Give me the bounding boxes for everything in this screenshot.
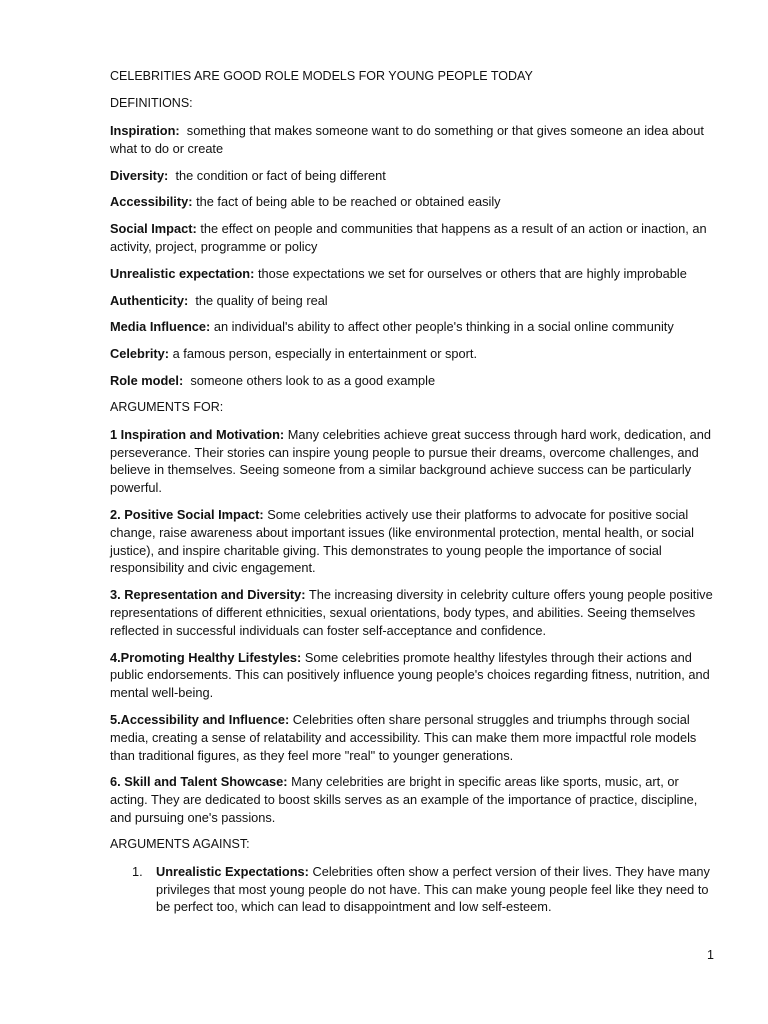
definition-text: someone others look to as a good example [190,372,436,388]
definition-text: those expectations we set for ourselves or others that are highly improbable [257,265,687,281]
argument-for-item [110,506,714,577]
argument-title: 6. Skill and Talent Showcase: [110,774,288,790]
definition-text: the quality of being real [195,292,328,308]
definition-text: an individual's ability to affect other people's thinking in a social online community [213,319,674,335]
definition-text: something that makes someone want to do something or that gives someone an idea about what to do or create [110,123,704,156]
definition-item [110,193,714,211]
definition-term: Inspiration: [110,123,180,138]
argument-text: Many celebrities achieve great success through hard work, dedication, and perseverance. Their stories can inspire young people to pursue their dreams, overcome challenges, and believe in themselves. Seeing someone from a similar background achieve success can be particularly powerful. [110,426,711,496]
argument-title: 2. Positive Social Impact: [110,506,264,522]
argument-for-item [110,586,714,639]
arguments-for-heading: ARGUMENTS FOR: [110,399,224,414]
argument-text: Celebrities often share personal struggles and triumphs through social media, creating a sense of relatability and accessibility. This can make them more impactful role models than traditional figures, as they feel more "real" to younger generations. [110,711,697,763]
argument-title: 1 Inspiration and Motivation: [110,426,285,442]
document-title: CELEBRITIES ARE GOOD ROLE MODELS FOR YOUNG PEOPLE TODAY [110,69,533,83]
arguments-for-list [110,426,714,827]
definition-text: the fact of being able to be reached or obtained easily [196,194,501,210]
argument-text: Celebrities often show a perfect version of their lives. They have many privileges that most young people do not have. This can make young people feel like they need to be perfect too, which can lead to disappointment and low self-esteem. [156,863,710,915]
argument-against-item [110,863,714,916]
definition-term: Celebrity: [110,346,170,362]
definition-item [110,122,714,158]
argument-title: 5.Accessibility and Influence: [110,711,290,727]
definition-text: a famous person, especially in entertainment or sport. [172,346,478,362]
definition-item [110,318,714,336]
definition-text: the effect on people and communities that happens as a result of an action or inaction, an activity, project, programme or policy [110,221,707,254]
definitions-heading: DEFINITIONS: [110,96,193,110]
argument-title: 3. Representation and Diversity: [110,587,306,603]
definition-term: Authenticity: [110,292,189,308]
list-number: 1. [132,863,143,879]
argument-text: Many celebrities are bright in specific areas like sports, music, art, or acting. They are dedicated to boost skills serves as an example of the importance of practice, discipline, and pursuing one's passions. [110,774,698,825]
definition-term: Role model: [110,372,184,388]
definition-item [110,265,714,283]
definition-item [110,372,714,390]
argument-for-item [110,711,714,764]
definitions-list [110,122,714,390]
definition-item [110,220,714,256]
definition-term: Accessibility: [110,194,193,210]
definition-item [110,345,714,363]
argument-text: The increasing diversity in celebrity culture offers young people positive representations of different ethnicities, sexual orientations, body types, and abilities. Seeing themselves reflected in successful individuals can foster self-acceptance and confidence. [110,587,713,638]
argument-text: Some celebrities actively use their platforms to advocate for positive social change, raise awareness about important issues (like environmental protection, mental health, or social justice), and inspire charitable giving. This demonstrates to young people the importance of social responsibility and civic engagement. [110,506,694,576]
definition-term: Unrealistic expectation: [110,265,255,281]
argument-for-item [110,426,714,497]
argument-title: Unrealistic Expectations: [156,863,309,879]
argument-for-item [110,649,714,702]
argument-title: 4.Promoting Healthy Lifestyles: [110,649,302,665]
definition-term: Diversity: [110,167,169,183]
definition-text: the condition or fact of being different [175,167,386,183]
arguments-against-list [110,863,714,916]
definition-item [110,167,714,185]
definition-term: Media Influence: [110,319,211,335]
arguments-against-heading: ARGUMENTS AGAINST: [110,836,250,851]
definition-item [110,292,714,310]
argument-text: Some celebrities promote healthy lifestyles through their actions and public endorsements. This can positively influence young people's choices regarding fitness, nutrition, and mental well-being. [110,649,710,701]
definition-term: Social Impact: [110,221,197,237]
argument-for-item [110,773,714,826]
page-number: 1 [707,948,714,962]
